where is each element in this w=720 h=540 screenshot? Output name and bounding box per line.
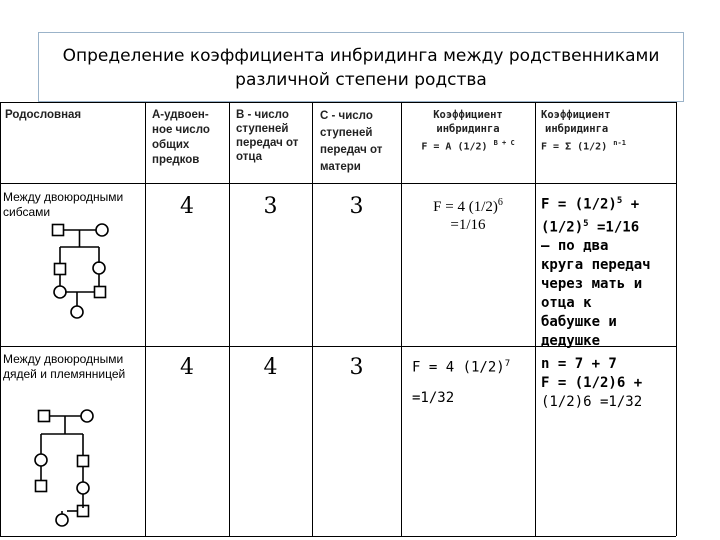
slide-title [38,32,684,102]
header-col-c-line: ступеней [320,127,373,139]
header-col-a-line: общих [152,139,190,151]
row1-formula-b-line: – по два [541,238,609,255]
grid-line [229,102,230,536]
header-col-b-line: отца [236,151,262,163]
row2-formula-b-line: n = 7 + 7 [541,356,617,372]
row2-formula-a-exp: 7 [504,359,511,369]
header-col-c-line: С - число [320,110,373,122]
header-col-f2-line: Коэффициент [541,109,611,121]
pedigree-diagram-siblings [40,218,120,330]
female-symbol [93,262,105,274]
title-line-2: различной степени родства [235,70,487,90]
row1-formula-b-line: круга передач [541,257,651,274]
row2-formula-a-main [412,355,534,378]
row2-formula-b-line: (1/2)6 =1/32 [541,394,643,410]
grid-line [312,102,313,536]
row1-formula-a [401,194,535,234]
header-pedigree-text: Родословная [5,109,82,121]
header-col-b-line: В - число [236,109,289,121]
header-col-b [236,108,310,164]
header-col-a-line: ное число [152,124,210,136]
male-symbol [36,481,47,492]
header-col-f1 [403,108,533,154]
row1-formula-b-line: через мать и [541,276,643,293]
row1-value-c: 3 [349,194,364,219]
row1-formula-b-part: + [622,196,640,213]
male-symbol [78,456,89,467]
female-symbol [96,224,108,236]
row1-formula-b-exp: 5 [616,196,623,206]
row1-formula-b-part: =1/16 [588,219,640,236]
header-col-a-line: А-удвоен- [152,109,209,121]
grid-line [0,102,1,536]
row1-formula-b-line: бабушке и [541,314,617,331]
header-col-f2-formula [541,136,673,154]
female-symbol [54,286,66,298]
row-label [3,190,143,220]
male-symbol [39,411,50,422]
row2-formula-a-base: F = 4 (1/2) [412,359,505,376]
grid-line [0,536,676,537]
male-symbol [55,264,66,275]
row1-formula-a-main [401,194,535,216]
header-col-b-line: ступеней [236,123,289,135]
grid-line [0,102,676,103]
header-col-f1-formula [403,136,533,154]
grid-line [0,183,676,184]
row1-formula-b-part: F = (1/2) [541,196,617,213]
header-col-f2 [541,108,673,154]
female-symbol [81,410,93,422]
header-col-c-line: передач от [320,144,383,156]
header-col-f1-line: инбридинга [436,123,500,135]
row1-formula-b-line [541,192,675,215]
female-symbol [35,454,47,466]
row1-value-a: 4 [180,194,194,219]
header-col-c-line: матери [320,161,361,173]
grid-line [535,102,536,536]
header-formula-base: F = Σ (1/2) [541,141,608,153]
header-formula-exp: n-1 [613,139,626,147]
row1-formula-b-line: отца к [541,295,592,312]
row2-formula-a [412,355,534,408]
row1-value-b: 3 [263,194,278,219]
row2-formula-b [541,355,675,412]
header-pedigree [5,108,143,123]
row2-formula-b-line: F = (1/2)6 + [541,375,643,391]
female-symbol [77,482,89,494]
row-label-line: дядей и племянницей [3,367,126,381]
header-col-b-line: передач от [236,137,299,149]
row-label-line: сибсами [3,205,51,219]
header-formula-exp: B + C [493,139,515,147]
row1-formula-a-result: =1/16 [450,217,486,233]
grid-line [145,102,146,536]
child-symbol [56,514,68,526]
row1-formula-b [541,192,675,351]
row-label [3,352,143,382]
header-col-f1-line: Коэффициент [433,109,503,121]
row2-formula-a-result: =1/32 [412,389,455,406]
header-formula-base: F = A (1/2) [421,141,488,153]
male-symbol [53,225,64,236]
header-col-c [320,108,400,176]
header-col-f2-line: инбридинга [545,123,609,135]
pedigree-diagram-uncle-niece [28,404,108,532]
header-col-a-line: предков [152,154,200,166]
row1-formula-a-exp: 6 [497,197,503,208]
child-symbol [71,306,83,318]
row-label-line: Между двоюродными [3,352,124,366]
male-symbol [95,287,106,298]
row1-formula-b-line: дедушке [541,333,601,350]
grid-line [676,102,677,536]
row1-formula-a-base: F = 4 (1/2) [433,199,498,215]
title-line-1: Определение коэффициента инбридинга между родственниками [62,46,660,66]
grid-line [401,102,402,536]
header-col-a [152,108,227,168]
row1-formula-b-part: (1/2) [541,219,584,236]
row1-formula-b-exp: 5 [583,218,589,229]
row1-formula-b-line [541,215,675,238]
row-label-line: Между двоюродными [3,190,124,204]
row2-value-c: 3 [349,355,364,380]
row2-value-b: 4 [263,355,278,380]
row2-value-a: 4 [180,355,194,380]
